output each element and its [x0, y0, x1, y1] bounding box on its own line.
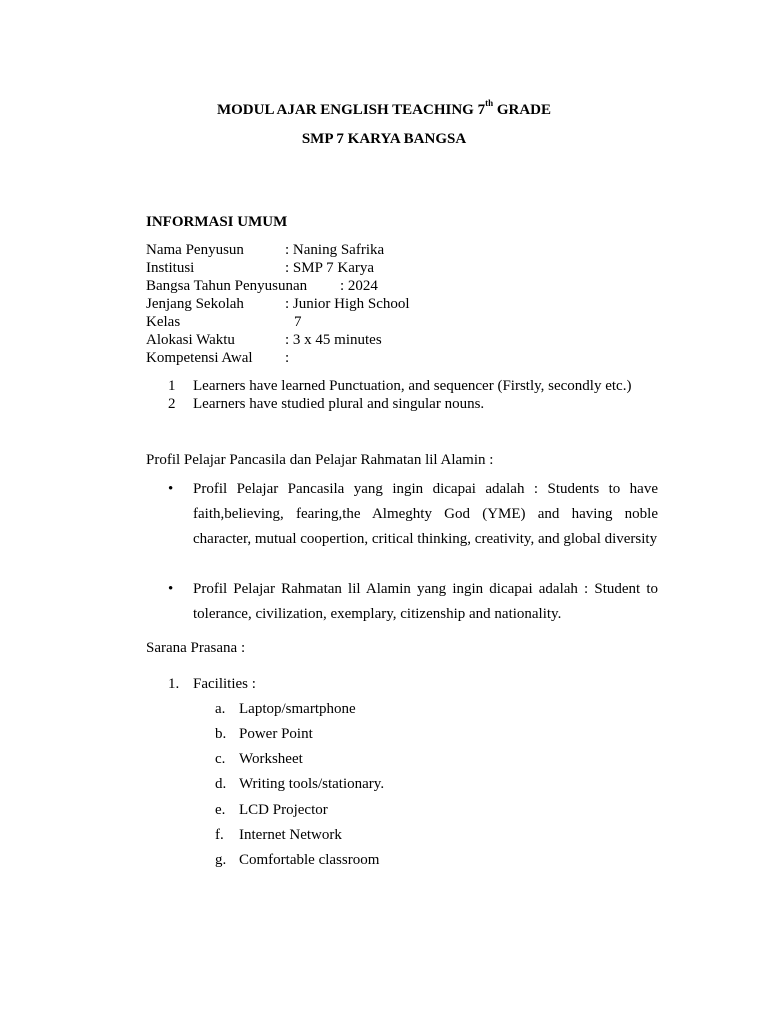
list-letter: c. [215, 751, 226, 767]
info-row-jenjang-sekolah [146, 295, 606, 313]
title-superscript: th [485, 98, 494, 108]
info-label: Institusi [146, 260, 195, 276]
info-label: Kompetensi Awal [146, 350, 253, 366]
list-text: Learners have studied plural and singular nouns. [193, 396, 485, 412]
info-value: : Junior High School [285, 296, 410, 312]
facility-text: Laptop/smartphone [239, 701, 356, 717]
list-number: 1. [168, 676, 180, 692]
info-label: Nama Penyusun [146, 242, 244, 258]
list-letter: g. [215, 852, 227, 868]
list-letter: a. [215, 701, 226, 717]
bullet-icon: • [168, 481, 174, 497]
facility-text: Power Point [239, 726, 313, 742]
school-name: SMP 7 KARYA BANGSA [301, 131, 467, 147]
title-text-end: GRADE [493, 102, 552, 118]
info-row-kompetensi-awal [146, 349, 606, 367]
info-label: Alokasi Waktu [146, 332, 235, 348]
info-row-institusi [146, 259, 606, 277]
bullet-text: Profil Pelajar Rahmatan lil Alamin yang ingin dicapai adalah : Student to tolerance, civilization, exemplary, citizenship and nationality. [193, 581, 658, 622]
info-value: : 2024 [340, 278, 378, 294]
document-title [0, 98, 768, 119]
info-row-nama-penyusun [146, 241, 606, 259]
bullet-text: Profil Pelajar Pancasila yang ingin dicapai adalah : Students to have faith,believing, fearing,the Almeghty God (YME) and having noble character, mutual coopertion, critical thinking, creativity, and global diversity [193, 481, 658, 547]
title-text: MODUL AJAR ENGLISH TEACHING 7 [216, 102, 486, 118]
list-letter: e. [215, 802, 226, 818]
profil-heading: Profil Pelajar Pancasila dan Pelajar Rahmatan lil Alamin : [146, 452, 494, 468]
list-number: 1 [168, 378, 176, 394]
sarana-heading: Sarana Prasana : [146, 640, 246, 656]
list-number: 2 [168, 396, 176, 412]
list-letter: f. [215, 827, 224, 843]
info-row-tahun-penyusunan [146, 277, 606, 295]
info-value: 7 [294, 314, 302, 330]
info-value: : Naning Safrika [285, 242, 385, 258]
facility-text: Comfortable classroom [239, 852, 380, 868]
info-row-kelas [146, 313, 606, 331]
section-heading-informasi-umum: INFORMASI UMUM [146, 214, 288, 230]
list-letter: b. [215, 726, 227, 742]
info-value: : 3 x 45 minutes [285, 332, 382, 348]
info-row-alokasi-waktu [146, 331, 606, 349]
facility-text: LCD Projector [239, 802, 328, 818]
info-value: : SMP 7 Karya [285, 260, 375, 276]
info-label: Kelas [146, 314, 181, 330]
list-letter: d. [215, 776, 227, 792]
info-label: Bangsa Tahun Penyusunan [146, 278, 308, 294]
facility-text: Internet Network [239, 827, 342, 843]
facility-text: Writing tools/stationary. [239, 776, 385, 792]
list-text: Learners have learned Punctuation, and sequencer (Firstly, secondly etc.) [193, 378, 632, 394]
info-label: Jenjang Sekolah [146, 296, 244, 312]
bullet-icon: • [168, 581, 174, 597]
facility-text: Worksheet [239, 751, 303, 767]
facilities-label: Facilities : [193, 676, 256, 692]
info-value: : [285, 350, 290, 366]
